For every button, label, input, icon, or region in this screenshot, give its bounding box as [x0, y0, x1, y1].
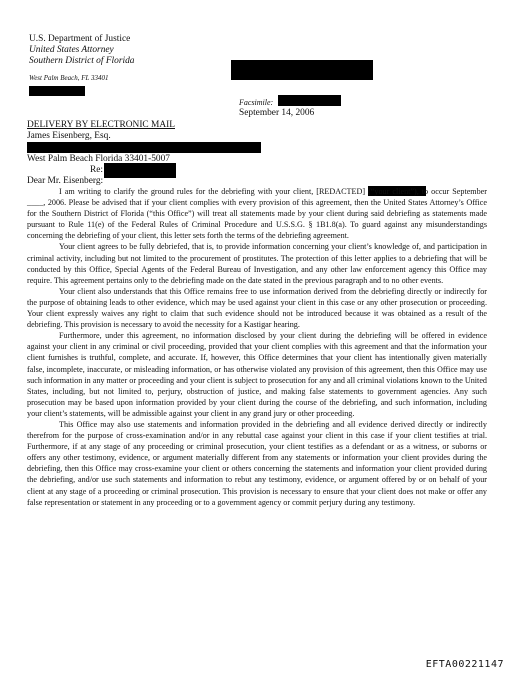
letterhead-office: United States Attorney: [29, 45, 114, 55]
redaction-block: [27, 142, 261, 153]
letter-date: September 14, 2006: [239, 108, 315, 118]
letter-body: [27, 186, 487, 508]
redaction-block: [278, 95, 341, 106]
redaction-block: [104, 163, 176, 178]
letterhead-dept: U.S. Department of Justice: [29, 34, 131, 44]
body-paragraph-4: Furthermore, under this agreement, no information disclosed by your client during the debriefing will be offered in evidence against your client in any criminal or civil proceeding, provided that your client complies with this agreement and that the information your client furnishes is truthful, complete, and accurate. If, however, this Office determines that your client has intentionally given materially false, incomplete, inaccurate, or misleading information, or has otherwise violated any provision of this agreement, then this Office may use such information in any matter or proceeding and your client is subject to prosecution for any and all criminal violations known to the United States, including, but not limited to, perjury, obstruction of justice, and making false statements to government agencies. Any such prosecution may be based upon information provided by your client during the course of the debriefing, and such information, including your client’s statements, will be admissible against your client in any grand jury or other proceeding.: [27, 331, 487, 418]
recipient-city: West Palm Beach Florida 33401-5007: [27, 154, 170, 164]
letterhead-address: West Palm Beach, FL 33401: [29, 74, 109, 82]
redaction-block: [231, 60, 373, 80]
body-paragraph-3: Your client also understands that this Office remains free to use information derived from the debriefing directly or indirectly for the purpose of obtaining leads to other evidence, which may be used against your client in this case or any other prosecution or proceeding. Your client expressly waives any right to claim that such evidence should not be introduced because it was obtained as a result of the debriefing. This provision is necessary to avoid the necessity for a Kastigar hearing.: [27, 286, 487, 330]
letterhead-district: Southern District of Florida: [29, 56, 135, 66]
body-paragraph-2: Your client agrees to be fully debriefed, that is, to provide information concerning your client’s knowledge of, and participation in criminal activity, including but not limited to the procurement of prostitutes. The protection of this letter applies to a debriefing that will be conducted by this Office, Special Agents of the Federal Bureau of Investigation, and any other law enforcement agency this Office may require. This agreement pertains only to the debriefing made on the date stated in the previous paragraph and to no other events.: [27, 242, 487, 285]
recipient-name: James Eisenberg, Esq.: [27, 131, 111, 141]
redaction-block: [29, 86, 85, 96]
re-label: Re:: [90, 165, 104, 175]
document-id: EFTA00221147: [425, 659, 504, 670]
body-paragraph-5: This Office may also use statements and information provided in the debriefing and all evidence derived directly or indirectly therefrom for the purpose of cross-examination and/or in any rebuttal case against your client in this case if your client testifies at trial. Furthermore, if at any stage of any proceeding or criminal prosecution, your client testifies as a defendant or as a witness, or suborns or offers any other testimony, evidence, or argument materially different from any statements or information your client provides during the debriefing, then this Office may cross-examine your client or others concerning the statements and information your client provided during the debriefing, and/or use such statements and information to rebut any testimony, evidence, or argument offered by or on behalf of your client at any stage of a proceeding or criminal prosecution. This provision is necessary to ensure that your client does not make or offer any false representation or statement in any proceeding or to a government agency or commit perjury during any testimony.: [27, 419, 487, 507]
body-paragraph-1: I am writing to clarify the ground rules for the debriefing with your client, [REDACTED] (“your client”), to occur September ____, 2006. Please be advised that if your client complies with every provision of this agreement, then the United States Attorney’s Office for the Southern District of Florida (“this Office”) will treat all statements made by your client during said debriefing as statements made pursuant to Rule 11(e) of the Federal Rules of Criminal Procedure and U.S.S.G. § 1B1.8(a). To guard against any misunderstandings concerning the debriefing of your client, this letter sets forth the terms of the debriefing agreement.: [27, 187, 487, 241]
delivery-method: DELIVERY BY ELECTRONIC MAIL: [27, 120, 175, 130]
salutation: Dear Mr. Eisenberg:: [27, 176, 104, 186]
facsimile-label: Facsimile:: [239, 98, 274, 107]
